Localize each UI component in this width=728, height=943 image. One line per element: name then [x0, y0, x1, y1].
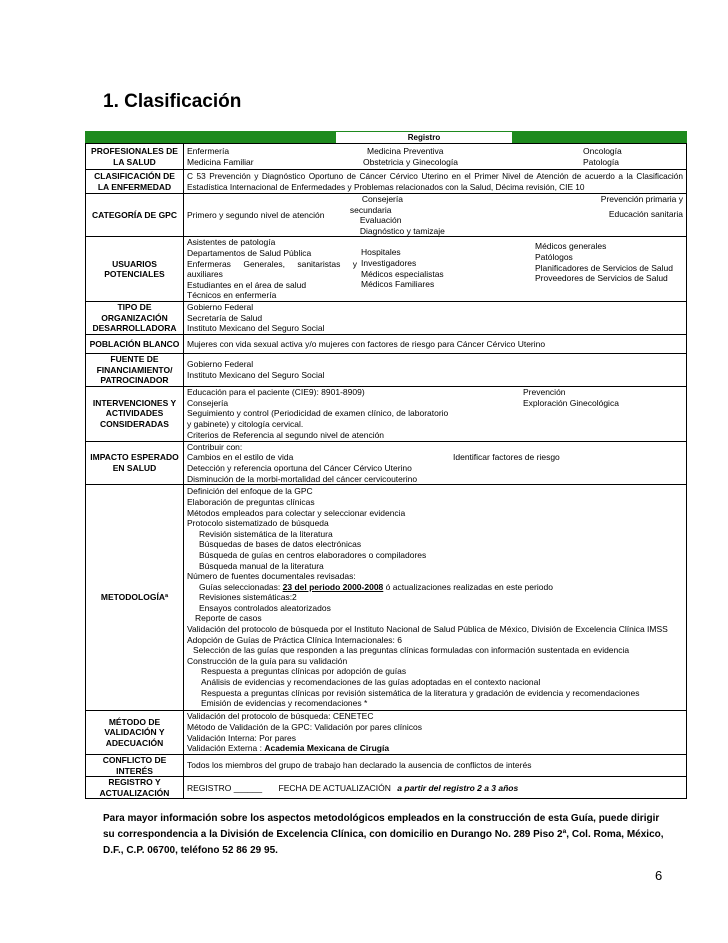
row-label: POBLACIÓN BLANCO — [86, 334, 184, 353]
text-line: Planificadores de Servicios de Salud — [535, 262, 673, 273]
row-label: FUENTE DE FINANCIAMIENTO/ PATROCINADOR — [86, 353, 184, 386]
text-line: Medicina Preventiva — [367, 145, 444, 156]
text-line: Asistentes de patología — [187, 237, 276, 248]
text-line: Ensayos controlados aleatorizados — [199, 602, 331, 613]
text-line: Instituto Mexicano del Seguro Social — [187, 323, 325, 334]
text-line: Detección y referencia oportuna del Cáncer Cérvico Uterino — [187, 462, 412, 473]
period-highlight: 23 del periodo 2000-2008 — [282, 581, 384, 592]
text-line: Técnicos en enfermería — [187, 290, 277, 301]
row-impacto — [86, 441, 687, 484]
text-line: Elaboración de preguntas clínicas — [187, 496, 315, 507]
registro-field: REGISTRO ______ — [187, 782, 263, 793]
text-line: Instituto Mexicano del Seguro Social — [187, 369, 325, 380]
text-line: Seguimiento y control (Periodicidad de examen clínico, de laboratorio — [187, 408, 449, 419]
text-line: Médicos generales — [535, 241, 607, 252]
text-line: Método de Validación de la GPC: Validación por pares clínicos — [187, 722, 422, 732]
text-line: Revisiones sistemáticas:2 — [199, 592, 297, 603]
row-content: Mujeres con vida sexual activa y/o mujeres con factores de riesgo para Cáncer Cérvico Uterino — [184, 334, 687, 353]
text-line: Validación del protocolo de búsqueda: CENETEC — [187, 711, 374, 722]
text-line: Validación del protocolo de búsqueda por el Instituto Nacional de Salud Pública de México, División de Excelencia Clínica IMSS — [187, 624, 668, 635]
text-line: Proveedores de Servicios de Salud — [535, 273, 668, 284]
text-line: Contribuir con: — [187, 441, 243, 452]
row-financiamiento — [86, 353, 687, 386]
text-line: y gabinete) y citología cervical. — [187, 419, 304, 430]
row-content — [184, 711, 687, 755]
row-content — [184, 353, 687, 386]
row-validacion — [86, 711, 687, 755]
row-usuarios — [86, 237, 687, 302]
text-line: Protocolo sistematizado de búsqueda — [187, 518, 329, 529]
text-line: Consejería — [187, 397, 229, 408]
text-line: Gobierno Federal — [187, 302, 254, 313]
row-content — [184, 777, 687, 799]
row-registro — [86, 777, 687, 799]
row-label: INTERVENCIONES Y ACTIVIDADES CONSIDERADAS — [86, 386, 184, 441]
text-line: Investigadores — [361, 257, 417, 268]
row-content — [184, 386, 687, 441]
row-content — [184, 144, 687, 170]
row-label: CATEGORÍA DE GPC — [86, 194, 184, 237]
row-content: Todos los miembros del grupo de trabajo han declarado la ausencia de conflictos de interés — [184, 755, 687, 777]
text-line: Respuesta a preguntas clínicas por adopción de guías — [201, 666, 407, 677]
text-line: Adopción de Guías de Práctica Clínica Internacionales: 6 — [187, 634, 402, 645]
text-line: Departamentos de Salud Pública — [187, 247, 312, 258]
text-line: Consejería — [361, 194, 403, 204]
row-intervenciones — [86, 386, 687, 441]
text-line — [187, 582, 683, 593]
text-line: Patólogos — [535, 251, 573, 262]
row-label: TIPO DE ORGANIZACIÓN DESARROLLADORA — [86, 301, 184, 334]
text-line: Oncología — [583, 145, 622, 156]
row-poblacion — [86, 334, 687, 353]
text-line: Emisión de evidencias y recomendaciones * — [201, 698, 368, 709]
text-line: Identificar factores de riesgo — [453, 452, 560, 463]
classification-table — [85, 143, 687, 799]
actualizacion-period: a partir del registro 2 a 3 años — [397, 782, 519, 793]
text-line: Educación sanitaria — [608, 208, 683, 219]
text-line: Estudiantes en el área de salud — [187, 279, 307, 290]
row-metodologia — [86, 485, 687, 711]
text-line: Búsqueda manual de la literatura — [199, 560, 324, 571]
text-line: Gobierno Federal — [187, 359, 254, 370]
text-span: ó actualizaciones realizadas en este periodo — [383, 581, 553, 592]
text-line: Prevención — [523, 387, 566, 398]
text-line: Diagnóstico y tamizaje — [359, 225, 445, 236]
row-label: CLASIFICACIÓN DE LA ENFERMEDAD — [86, 170, 184, 194]
text-line: Disminución de la morbi-mortalidad del cáncer cervicouterino — [187, 473, 418, 484]
text-line: Búsqueda de guías en centros elaboradores o compiladores — [199, 549, 427, 560]
row-content: C 53 Prevención y Diagnóstico Oportuno de Cáncer Cérvico Uterino en el Primer Nivel de Atención de acuerdo a la Clasificación Estadística Internacional de Enfermedades y Problemas relacionados con la Salud, Décima revisión, CIE 10 — [184, 170, 687, 194]
page-number: 6 — [655, 868, 663, 883]
row-content — [184, 301, 687, 334]
text-line: Selección de las guías que responden a las preguntas clínicas formuladas con información sustentada en evidencia — [193, 645, 630, 656]
text-line: Métodos empleados para colectar y seleccionar evidencia — [187, 507, 406, 518]
row-label: METODOLOGÍAª — [86, 485, 184, 711]
row-content — [184, 194, 687, 237]
text-line: Obstetricia y Ginecología — [363, 156, 458, 167]
text-line: Respuesta a preguntas clínicas por revisión sistemática de la literatura y gradación de evidencia y recomendaciones — [201, 687, 640, 698]
section-heading: 1. Clasificación — [103, 91, 242, 112]
row-label: CONFLICTO DE INTERÉS — [86, 755, 184, 777]
row-content — [184, 237, 687, 302]
text-line: Reporte de casos — [195, 613, 262, 624]
text-line: Médicos especialistas — [361, 268, 444, 279]
text-line: Búsquedas de bases de datos electrónicas — [199, 539, 362, 550]
text-line: Primero y segundo nivel de atención — [187, 209, 325, 220]
text-span: Validación Externa : — [187, 743, 265, 754]
text-line: secundaria — [349, 204, 392, 215]
registro-band — [85, 131, 687, 143]
text-line: Evaluación — [359, 215, 402, 226]
text-line: Criterios de Referencia al segundo nivel de atención — [187, 429, 385, 440]
text-line: Secretaría de Salud — [187, 312, 263, 323]
text-line: Hospitales — [361, 247, 401, 258]
text-line: Exploración Ginecológica — [523, 397, 619, 408]
text-line: Construcción de la guía para su validación — [187, 655, 348, 666]
row-label: USUARIOS POTENCIALES — [86, 237, 184, 302]
text-line: Medicina Familiar — [187, 156, 254, 167]
row-content — [184, 485, 687, 711]
text-line: Educación para el paciente (CIE9): 8901-8909) — [187, 387, 365, 398]
text-line: Médicos Familiares — [361, 279, 435, 290]
row-categoria — [86, 194, 687, 237]
row-clasificacion — [86, 170, 687, 194]
text-line: Definición del enfoque de la GPC — [187, 486, 313, 497]
text-line: Número de fuentes documentales revisadas: — [187, 571, 356, 582]
registro-band-label: Registro — [336, 132, 512, 143]
text-line: Prevención primaria y — [600, 194, 683, 204]
row-label: PROFESIONALES DE LA SALUD — [86, 144, 184, 170]
text-line: Enfermería — [187, 145, 230, 156]
external-validator: Academia Mexicana de Cirugía — [264, 743, 390, 754]
text-span: Guías seleccionadas: — [199, 581, 283, 592]
text-line: Análisis de evidencias y recomendaciones de las guías adoptadas en el contexto nacional — [201, 677, 541, 688]
row-profesionales — [86, 144, 687, 170]
text-line — [187, 743, 683, 754]
text-line: Enfermeras Generales, sanitaristas y auxiliares — [187, 258, 357, 280]
row-organizacion — [86, 301, 687, 334]
row-conflicto — [86, 755, 687, 777]
text-line: Cambios en el estilo de vida — [187, 452, 294, 463]
text-line: Validación Interna: Por pares — [187, 732, 296, 743]
row-label: MÉTODO DE VALIDACIÓN Y ADECUACIÓN — [86, 711, 184, 755]
text-line: Patología — [583, 156, 619, 167]
fecha-actualizacion-label: FECHA DE ACTUALIZACIÓN — [278, 782, 391, 793]
row-label: IMPACTO ESPERADO EN SALUD — [86, 441, 184, 484]
text-line: Revisión sistemática de la literatura — [199, 528, 333, 539]
row-content — [184, 441, 687, 484]
row-label: REGISTRO Y ACTUALIZACIÓN — [86, 777, 184, 799]
footer-note: Para mayor información sobre los aspectos metodológicos empleados en la construcción de esta Guía, puede dirigir su correspondencia a la División de Excelencia Clínica, con domicilio en Durango No. 289 Piso 2ª, Col. Roma, México, D.F., C.P. 06700, teléfono 52 86 29 95. — [103, 813, 664, 856]
